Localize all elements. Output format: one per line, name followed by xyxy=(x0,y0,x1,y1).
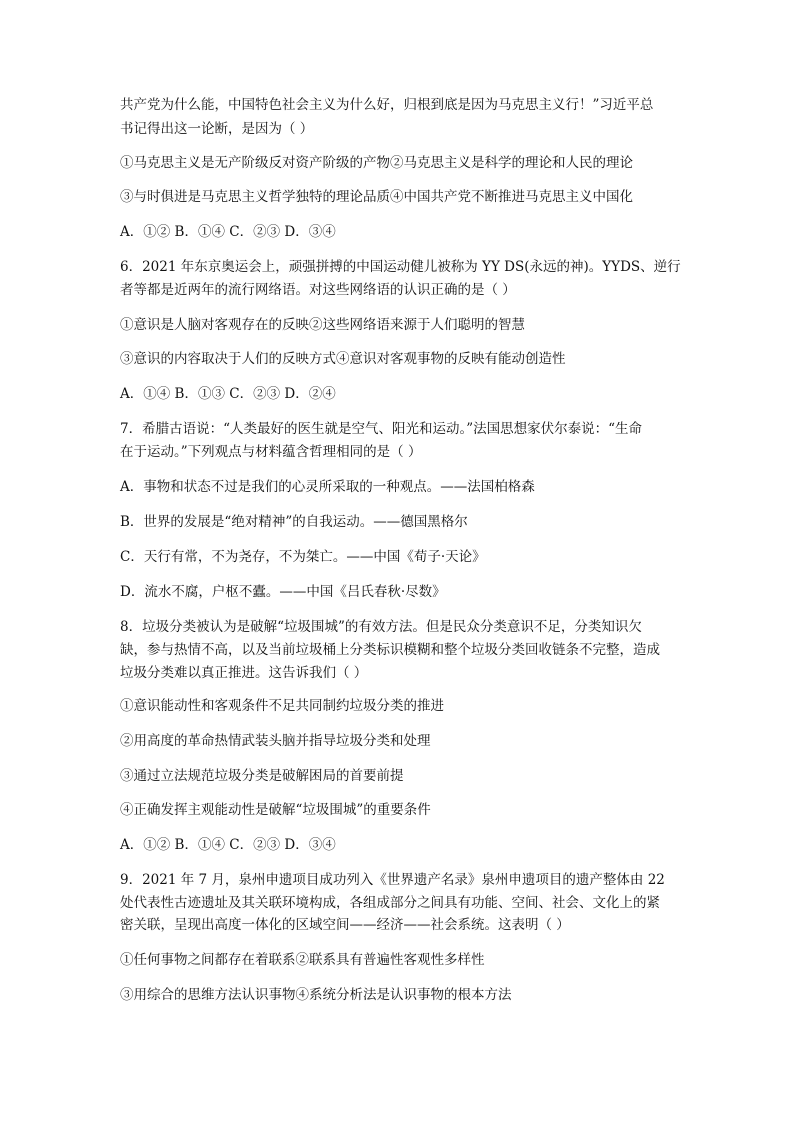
question-7-option-c: C．天行有常，不为尧存，不为桀亡。——中国《荀子·天论》 xyxy=(120,549,486,565)
question-7-option-b: B．世界的发展是“绝对精神”的自我运动。——德国黑格尔 xyxy=(120,514,468,530)
question-8-stem-line-3: 垃圾分类难以真正推进。这告诉我们（ ） xyxy=(120,665,368,681)
question-9-statement-1: ①任何事物之间都存在着联系②联系具有普遍性客观性多样性 xyxy=(120,952,485,968)
question-5-stem-line-2: 书记得出这一论断，是因为（ ） xyxy=(120,121,314,137)
question-5-statement-2: ③与时俱进是马克思主义哲学独特的理论品质④中国共产党不断推进马克思主义中国化 xyxy=(120,189,633,205)
question-5-statement-1: ①马克思主义是无产阶级反对资产阶级的产物②马克思主义是科学的理论和人民的理论 xyxy=(120,155,633,171)
question-6-statement-2: ③意识的内容取决于人们的反映方式④意识对客观事物的反映有能动创造性 xyxy=(120,351,566,367)
question-8-statement-1: ①意识能动性和客观条件不足共同制约垃圾分类的推进 xyxy=(120,698,444,714)
question-9-stem-line-2: 处代表性古迹遗址及其关联环境构成，各组成部分之间具有功能、空间、社会、文化上的紧 xyxy=(120,895,660,911)
question-6-choices: A．①④ B．①③ C．②③ D．②④ xyxy=(120,386,336,402)
question-9-stem-line-3: 密关联，呈现出高度一体化的区域空间——经济——社会系统。这表明（ ） xyxy=(120,917,570,933)
question-6-stem-line-1: 6．2021 年东京奥运会上，顽强拼搏的中国运动健儿被称为 YY DS(永远的神)。YYDS、逆行 xyxy=(120,259,681,275)
question-9-stem-line-1: 9．2021 年 7 月，泉州申遗项目成功列入《世界遗产名录》泉州申遗项目的遗产整体由 22 xyxy=(120,872,665,888)
question-5-stem-line-1: 共产党为什么能，中国特色社会主义为什么好，归根到底是因为马克思主义行！”习近平总 xyxy=(120,97,654,113)
question-5-choices: A．①② B．①④ C．②③ D．③④ xyxy=(120,224,336,240)
question-8-choices: A．①② B．①④ C．②③ D．③④ xyxy=(120,837,336,853)
question-9-statement-2: ③用综合的思维方法认识事物④系统分析法是认识事物的根本方法 xyxy=(120,987,512,1003)
question-8-statement-2: ②用高度的革命热情武装头脑并指导垃圾分类和处理 xyxy=(120,733,431,749)
question-8-stem-line-2: 缺，参与热情不高，以及当前垃圾桶上分类标识模糊和整个垃圾分类回收链条不完整，造成 xyxy=(120,642,660,658)
question-7-option-d: D．流水不腐，户枢不蠹。——中国《吕氏春秋·尽数》 xyxy=(120,584,446,600)
question-8-statement-3: ③通过立法规范垃圾分类是破解困局的首要前提 xyxy=(120,768,404,784)
question-6-statement-1: ①意识是人脑对客观存在的反映②这些网络语来源于人们聪明的智慧 xyxy=(120,317,525,333)
question-8-statement-4: ④正确发挥主观能动性是破解“垃圾围城”的重要条件 xyxy=(120,802,431,818)
question-7-stem-line-2: 在于运动。”下列观点与材料蕴含哲理相同的是（ ） xyxy=(120,444,422,460)
question-7-stem-line-1: 7．希腊古语说：“人类最好的医生就是空气、阳光和运动。”法国思想家伏尔泰说：“生命 xyxy=(120,421,643,437)
question-7-option-a: A．事物和状态不过是我们的心灵所采取的一种观点。——法国柏格森 xyxy=(120,479,535,495)
question-8-stem-line-1: 8．垃圾分类被认为是破解“垃圾围城”的有效方法。但是民众分类意识不足，分类知识欠 xyxy=(120,619,642,635)
question-6-stem-line-2: 者等都是近两年的流行网络语。对这些网络语的认识正确的是（ ） xyxy=(120,282,516,298)
